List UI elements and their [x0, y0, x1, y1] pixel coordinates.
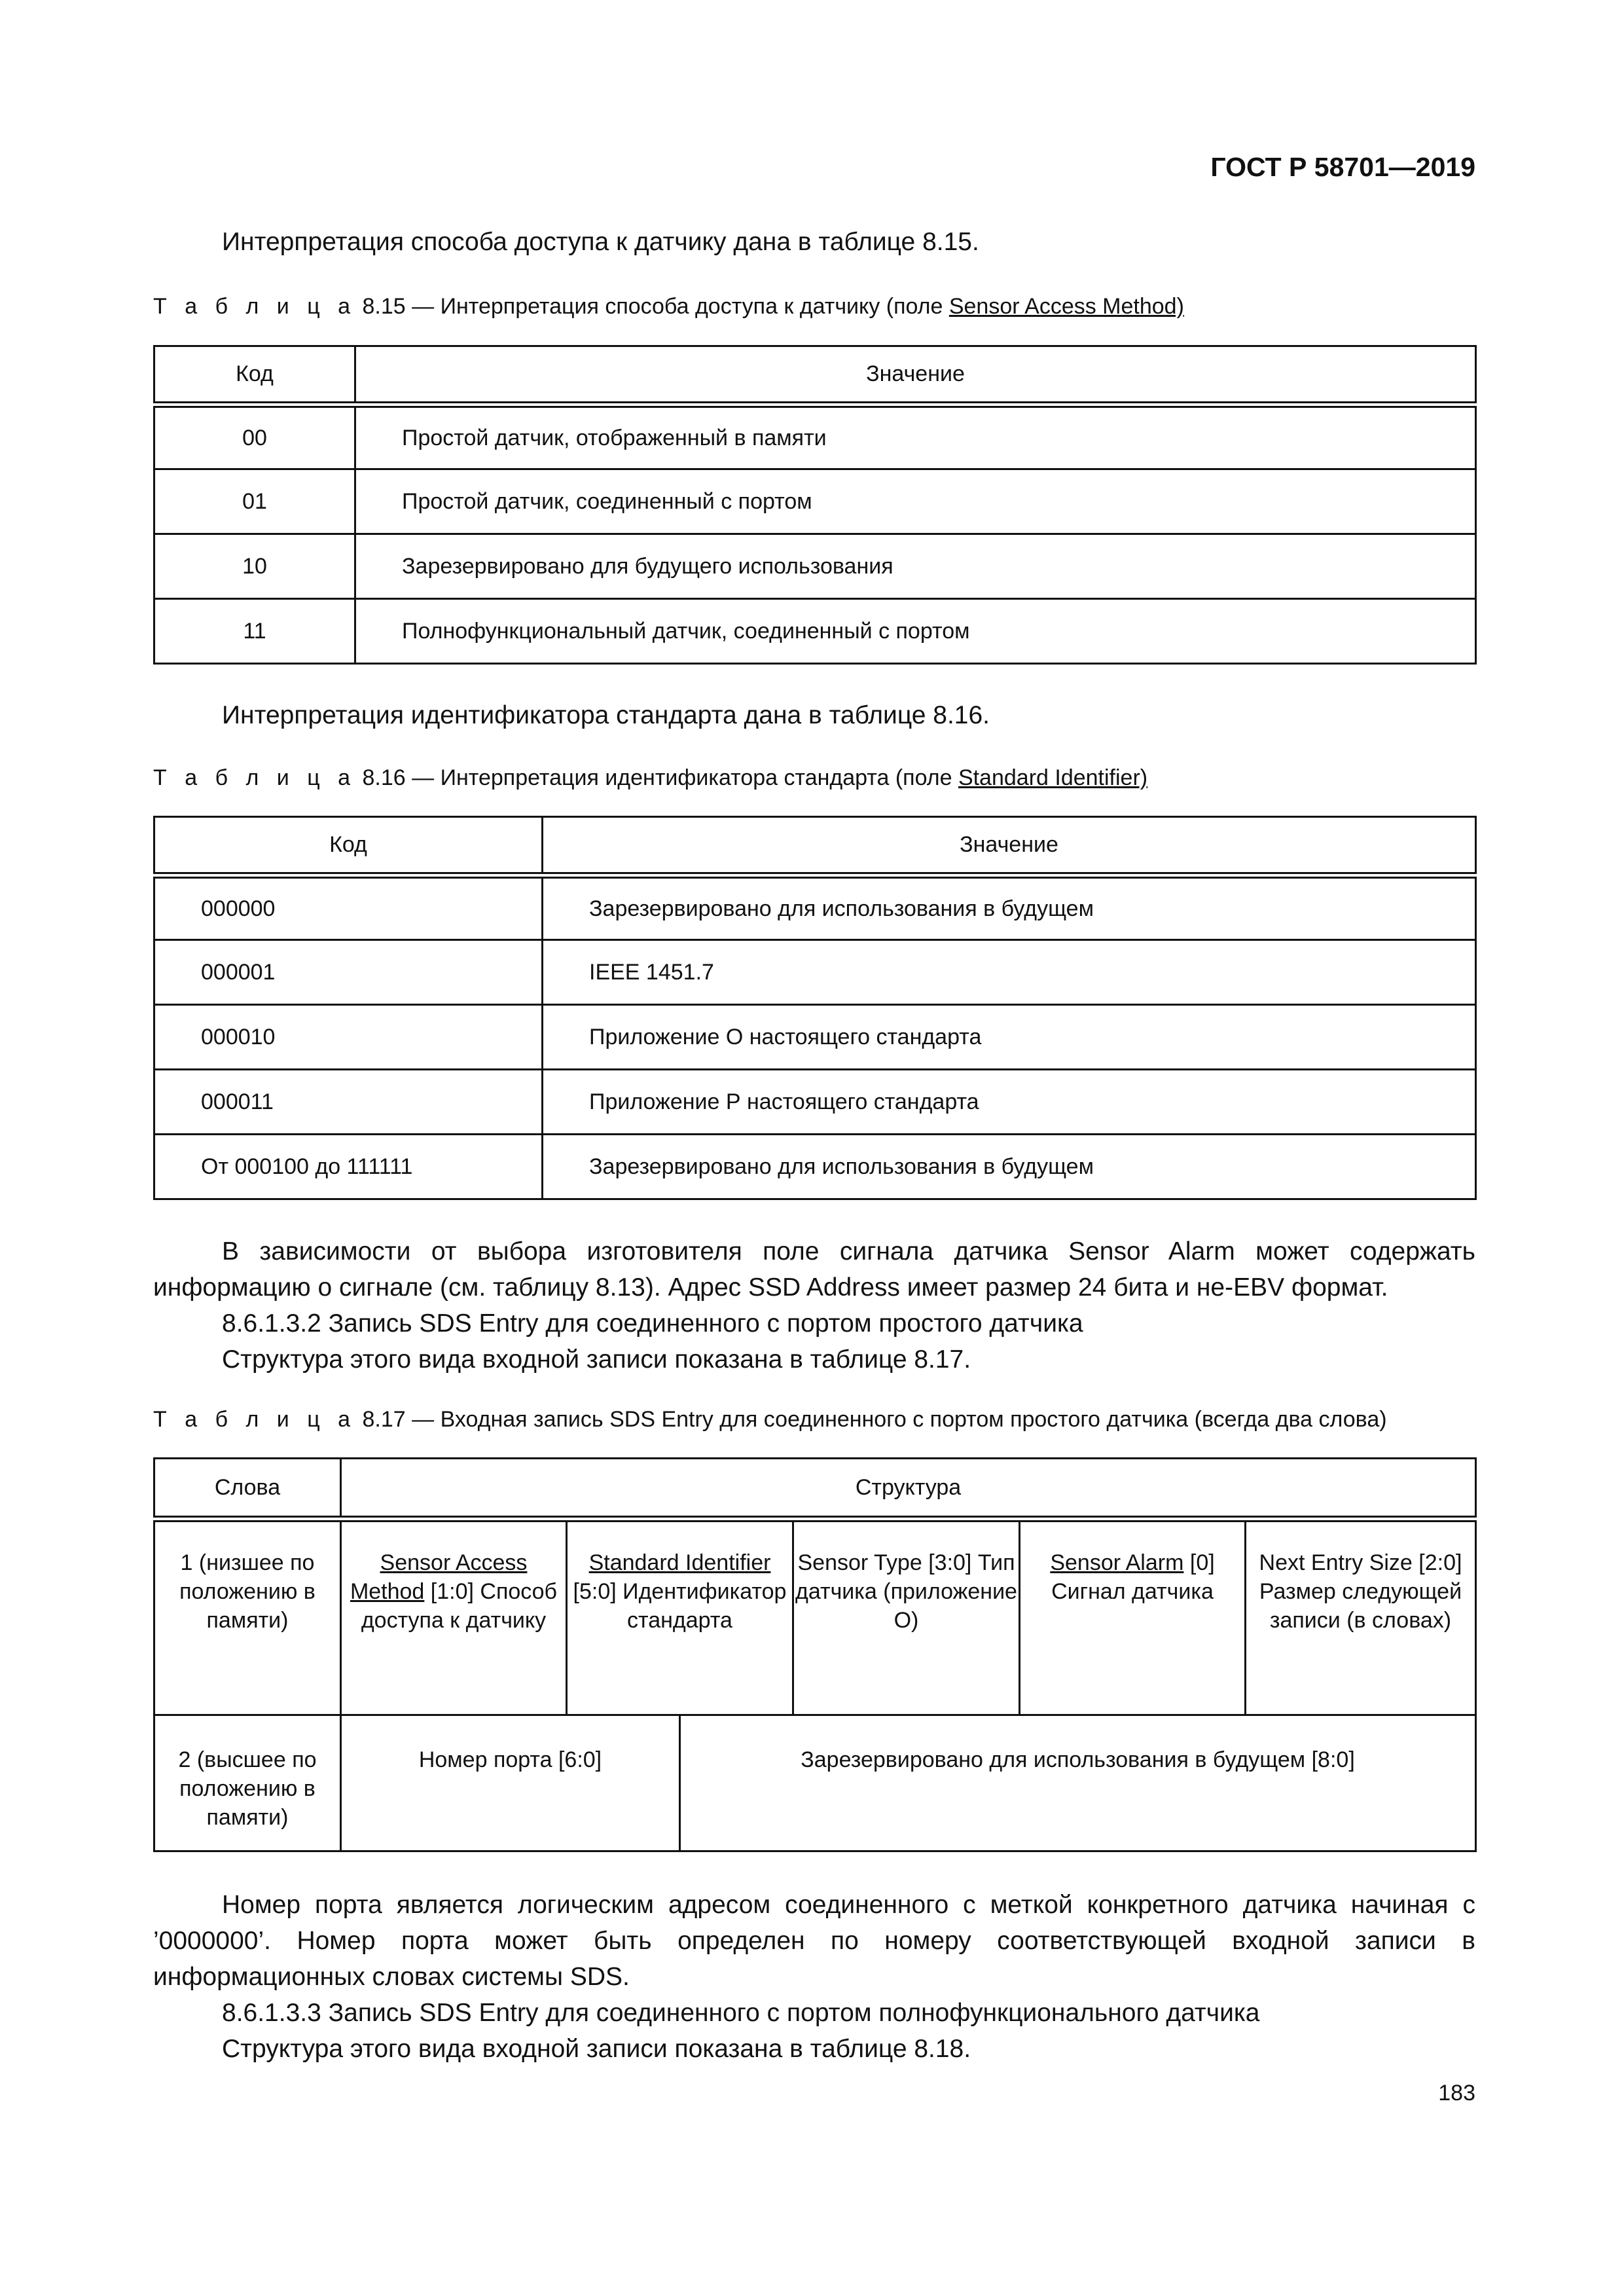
value-cell: Простой датчик, соединенный с портом [355, 469, 1476, 534]
table-row [154, 940, 1476, 1005]
value-cell: Зарезервировано для использования в будущем [543, 875, 1476, 940]
paragraph-intro-8-17: Структура этого вида входной записи показана в таблице 8.17. [222, 1345, 971, 1374]
section-heading-8-6-1-3-3: 8.6.1.3.3 Запись SDS Entry для соединенного с портом полнофункционального датчика [222, 1999, 1260, 2027]
table-row [154, 1715, 1476, 1851]
table-8-15 [153, 345, 1477, 665]
section-heading-8-6-1-3-2: 8.6.1.3.2 Запись SDS Entry для соединенного с портом простого датчика [222, 1309, 1083, 1338]
field-name: Sensor Access Method [350, 1550, 528, 1604]
header-code: Код [154, 817, 543, 875]
table-row [154, 1135, 1476, 1199]
word-cell: 2 (высшее по положению в памяти) [154, 1715, 341, 1851]
field-next-entry-size [1246, 1519, 1476, 1715]
code-cell: От 000100 до 111111 [154, 1135, 543, 1199]
value-cell: IEEE 1451.7 [543, 940, 1476, 1005]
code-cell: 000001 [154, 940, 543, 1005]
code-cell: 000011 [154, 1070, 543, 1135]
table-row [154, 875, 1476, 940]
code-cell: 000000 [154, 875, 543, 940]
code-cell: 11 [154, 599, 355, 664]
paragraph-sensor-alarm: В зависимости от выбора изготовителя поле сигнала датчика Sensor Alarm может содержать информацию о сигнале (см. таблицу 8.13). Адрес SSD Address имеет размер 24 бита и не-EBV формат. [153, 1237, 1475, 1302]
table-8-17-caption [153, 1405, 1475, 1434]
table-8-16-caption [153, 763, 1475, 792]
table-8-16 [153, 816, 1477, 1200]
value-cell: Полнофункциональный датчик, соединенный с портом [355, 599, 1476, 664]
field-desc: [0] Сигнал датчика [1051, 1550, 1215, 1604]
field-name: Sensor Alarm [1050, 1550, 1184, 1575]
caption-field: Standard Identifier) [958, 765, 1148, 790]
paragraph-intro-8-15: Интерпретация способа доступа к датчику дана в таблице 8.15. [222, 228, 979, 256]
code-cell: 01 [154, 469, 355, 534]
paragraph-intro-8-18: Структура этого вида входной записи показана в таблице 8.18. [222, 2035, 971, 2063]
table-row [154, 1005, 1476, 1070]
value-cell: Простой датчик, отображенный в памяти [355, 405, 1476, 469]
header-code: Код [154, 346, 355, 405]
field-desc: [5:0] Идентификатор стандарта [573, 1578, 787, 1633]
caption-text: 8.16 — Интерпретация идентификатора стандарта (поле [362, 765, 958, 790]
field-port-number: Номер порта [6:0] [341, 1715, 680, 1851]
table-8-15-caption [153, 292, 1475, 321]
code-cell: 10 [154, 534, 355, 599]
table-row [154, 534, 1476, 599]
value-cell: Приложение О настоящего стандарта [543, 1005, 1476, 1070]
code-cell: 000010 [154, 1005, 543, 1070]
header-value: Значение [355, 346, 1476, 405]
table-8-17 [153, 1457, 1477, 1852]
table-label: Т а б л и ц а [153, 765, 357, 790]
caption-text: 8.17 — Входная запись SDS Entry для соединенного с портом простого датчика (всегда два слова) [362, 1407, 1387, 1432]
field-sensor-alarm [1020, 1519, 1246, 1715]
header-words: Слова [154, 1459, 341, 1519]
caption-text: 8.15 — Интерпретация способа доступа к датчику (поле [362, 294, 949, 319]
field-reserved: Зарезервировано для использования в будущем [8:0] [680, 1715, 1476, 1851]
document-id: ГОСТ Р 58701—2019 [1210, 152, 1475, 182]
field-desc: Sensor Type [3:0] Тип датчика (приложение О) [795, 1550, 1017, 1633]
table-row [154, 1070, 1476, 1135]
table-row [154, 469, 1476, 534]
caption-field: Sensor Access Method) [948, 294, 1184, 319]
paragraph-intro-8-16: Интерпретация идентификатора стандарта дана в таблице 8.16. [222, 701, 990, 729]
table-label: Т а б л и ц а [153, 294, 357, 319]
field-name: Standard Identifier [588, 1550, 771, 1575]
field-sensor-type [793, 1519, 1020, 1715]
header-value: Значение [543, 817, 1476, 875]
field-standard-identifier [567, 1519, 793, 1715]
table-label: Т а б л и ц а [153, 1407, 357, 1432]
table-row [154, 405, 1476, 469]
page-number: 183 [1438, 2081, 1475, 2105]
paragraph-port-number: Номер порта является логическим адресом соединенного с меткой конкретного датчика начиная с ’0000000’. Номер порта может быть определен по номеру соответствующей входной записи в информационных словах системы SDS. [153, 1891, 1475, 1991]
table-row [154, 1519, 1476, 1715]
word-cell: 1 (низшее по положению в памяти) [154, 1519, 341, 1715]
value-cell: Приложение Р настоящего стандарта [543, 1070, 1476, 1135]
value-cell: Зарезервировано для будущего использования [355, 534, 1476, 599]
table-row [154, 599, 1476, 664]
field-sensor-access-method [341, 1519, 567, 1715]
code-cell: 00 [154, 405, 355, 469]
field-desc: Next Entry Size [2:0] Размер следующей записи (в словах) [1259, 1550, 1462, 1633]
field-desc: [1:0] Способ доступа к датчику [361, 1578, 558, 1633]
value-cell: Зарезервировано для использования в будущем [543, 1135, 1476, 1199]
header-structure: Структура [341, 1459, 1476, 1519]
